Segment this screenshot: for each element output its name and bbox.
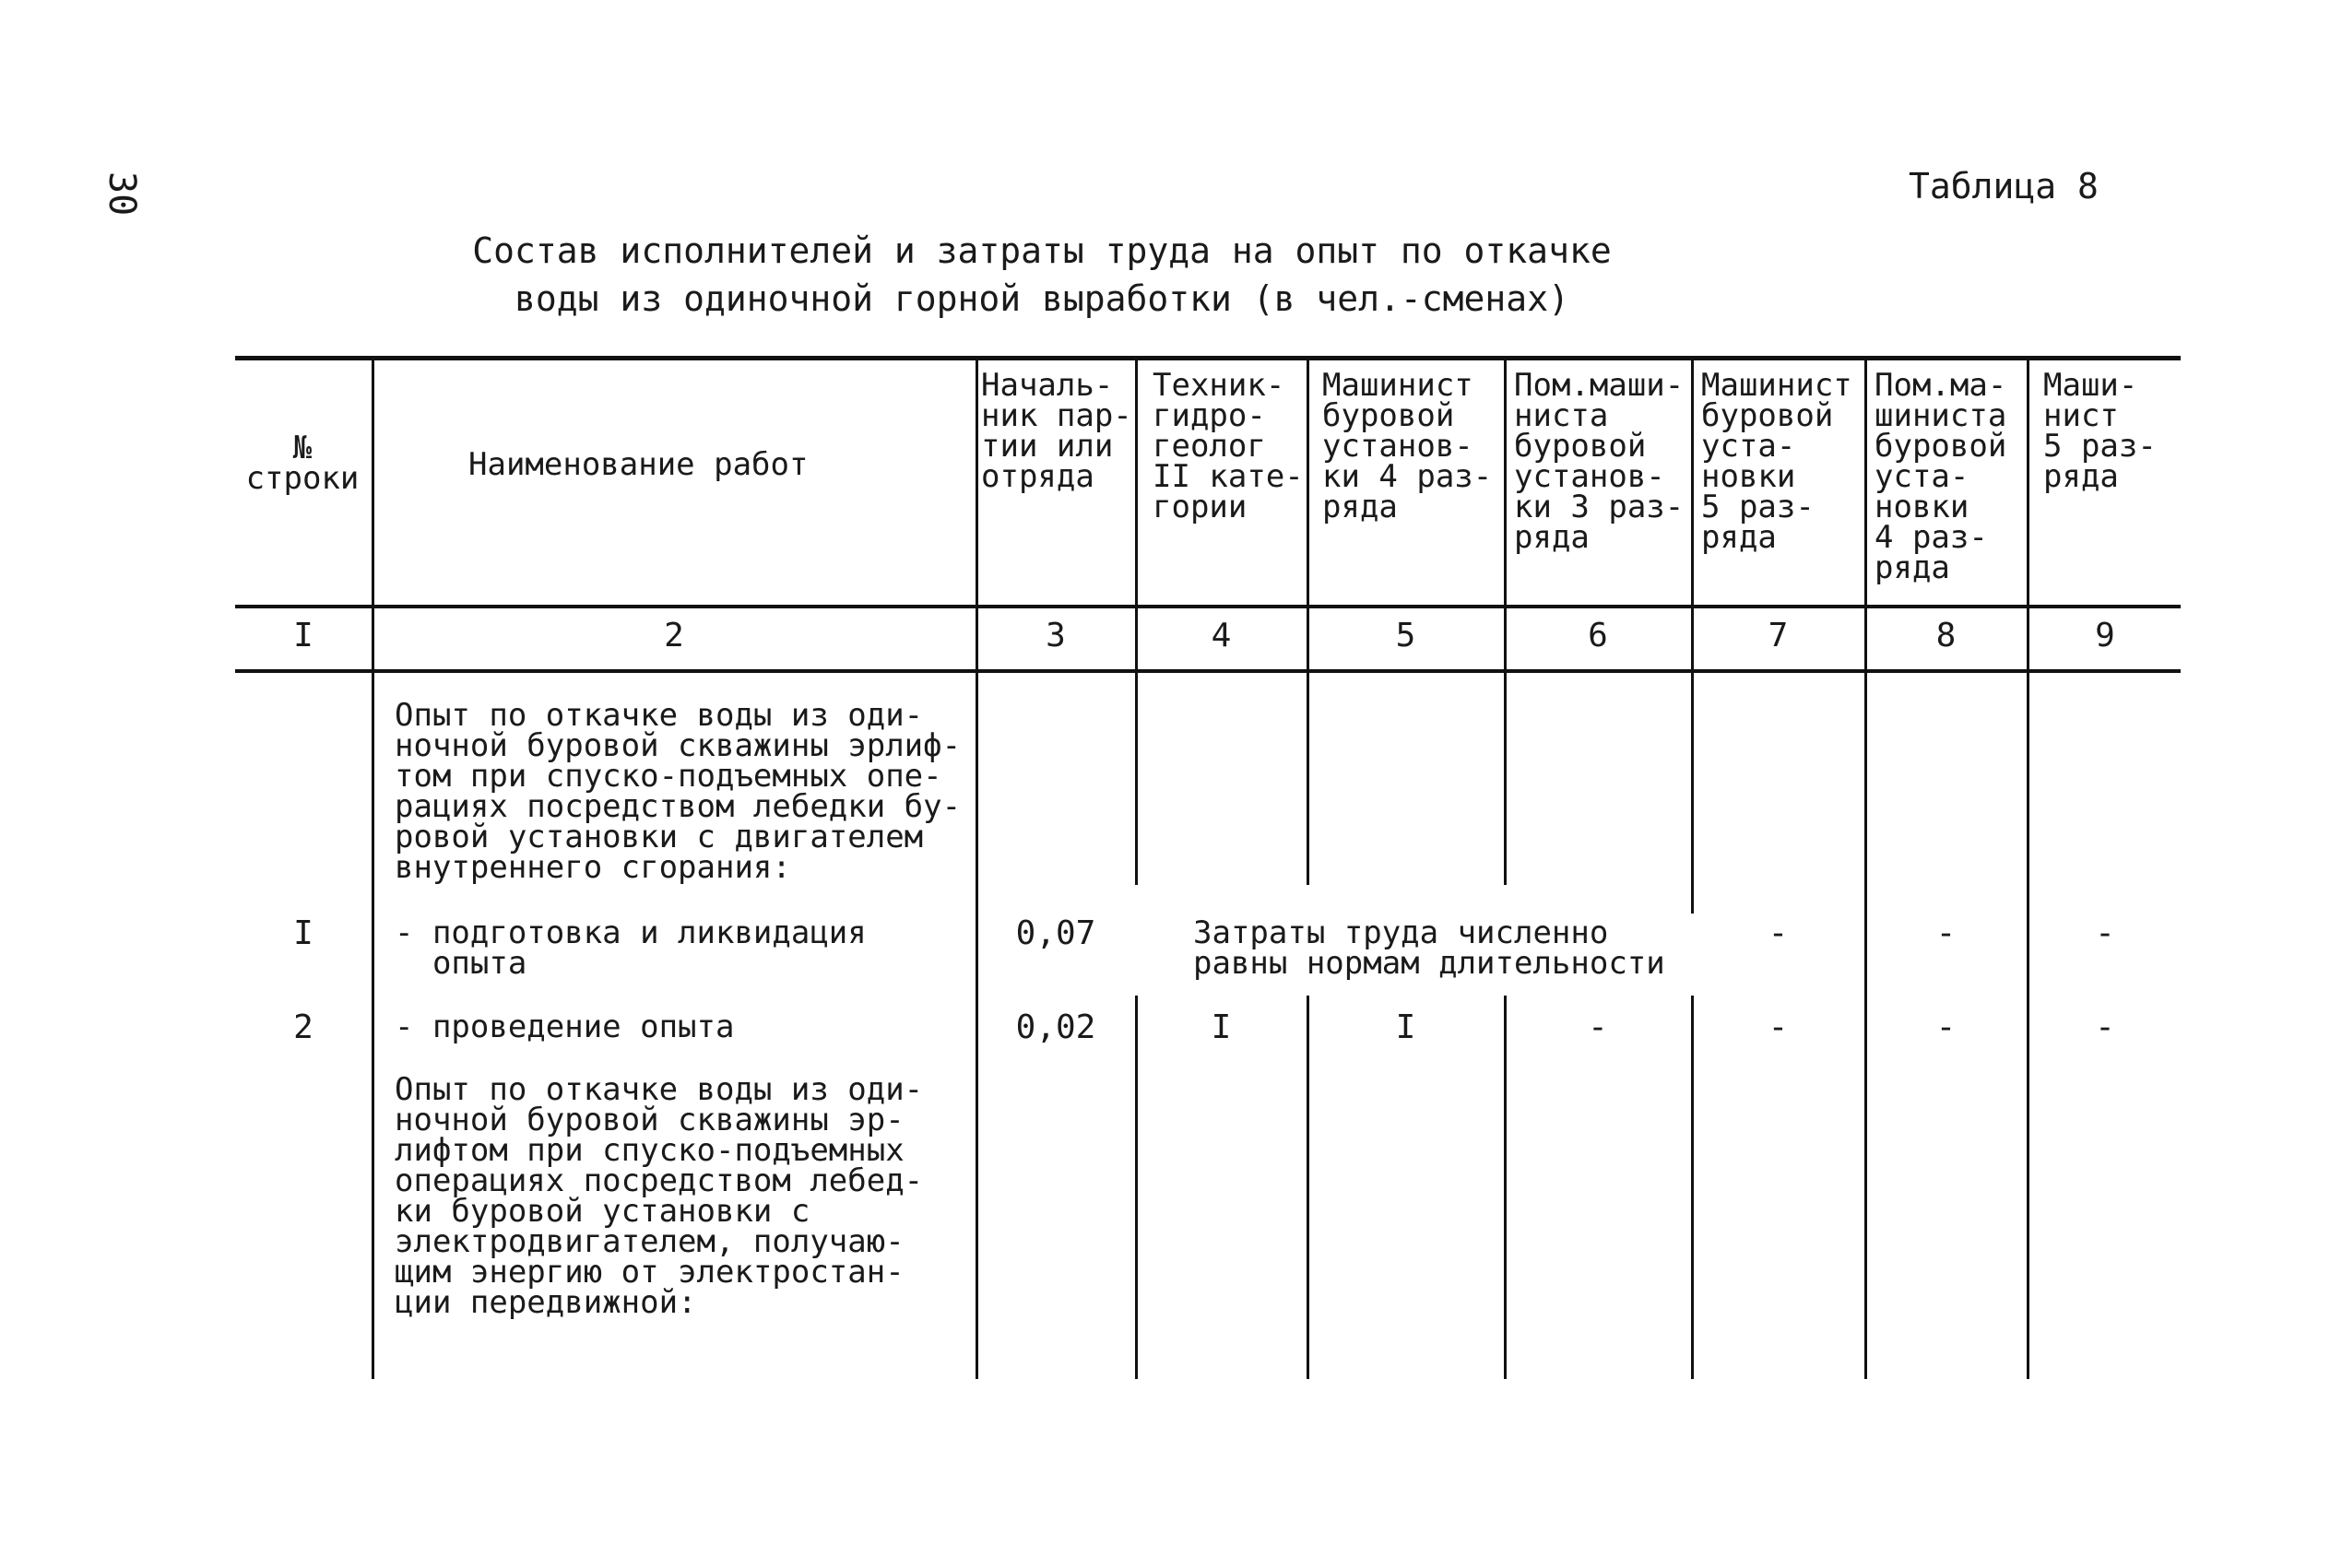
value-operator-5: -	[2095, 914, 2115, 952]
column-divider	[1504, 996, 1507, 1379]
numbers-bottom-rule	[235, 669, 2181, 673]
column-divider	[1307, 673, 1309, 885]
header-row-number: № строки	[245, 430, 360, 497]
header-operator-5: Маши- нист 5 раз- ряда	[2043, 367, 2157, 495]
header-party-chief: Началь- ник пар- тии или отряда	[981, 367, 1132, 495]
page-number: 30	[101, 171, 143, 217]
column-number: 5	[1395, 617, 1416, 654]
column-number: 6	[1588, 617, 1608, 654]
value-party-chief: 0,07	[1015, 914, 1096, 952]
value-drill-operator-5: -	[1768, 914, 1789, 952]
section-heading: Опыт по откачке воды из оди- ночной буровой скважины эрлиф- том при спуско-подъемных опе- рациях посредством лебедки бу- ровой установки с двигателем внутреннего сгорания:	[395, 697, 962, 886]
column-number: I	[293, 617, 313, 654]
header-drill-operator-5: Машинист буровой уста- новки 5 раз- ряда	[1701, 367, 1852, 556]
column-divider	[1691, 996, 1694, 1379]
column-number: 4	[1211, 617, 1232, 654]
work-name: - подготовка и ликвидация опыта	[395, 914, 867, 982]
header-drill-operator-4: Машинист буровой установ- ки 4 раз- ряда	[1322, 367, 1493, 525]
value-hydrogeologist: I	[1211, 1008, 1232, 1046]
table-top-rule	[235, 356, 2181, 360]
column-number: 2	[664, 617, 684, 654]
value-party-chief: 0,02	[1015, 1008, 1096, 1046]
column-divider	[1504, 673, 1507, 885]
header-assistant-operator-3: Пом.маши- ниста буровой установ- ки 3 раз- ряда	[1514, 367, 1685, 556]
table-caption-line-1: Состав исполнителей и затраты труда на опыт по откачке	[472, 230, 1612, 271]
column-number: 9	[2095, 617, 2115, 654]
column-number: 7	[1768, 617, 1789, 654]
row-number: 2	[293, 1008, 313, 1046]
column-divider	[1864, 356, 1867, 1379]
merged-note: Затраты труда численно равны нормам длительности	[1193, 914, 1665, 982]
value-drill-operator-4: I	[1395, 1008, 1416, 1046]
value-assistant-operator-4: -	[1935, 1008, 1957, 1046]
column-divider	[1135, 996, 1138, 1379]
header-work-name: Наименование работ	[468, 446, 809, 483]
column-divider	[976, 356, 978, 1379]
column-divider	[372, 356, 374, 1379]
column-number: 8	[1935, 617, 1957, 654]
value-operator-5: -	[2095, 1008, 2115, 1046]
header-bottom-rule	[235, 605, 2181, 608]
header-hydrogeologist: Техник- гидро- геолог II кате- гории	[1153, 367, 1304, 525]
table-caption-line-2: воды из одиночной горной выработки (в чел.-сменах)	[514, 278, 1569, 319]
row-number: I	[293, 914, 313, 952]
value-assistant-operator-4: -	[1935, 914, 1957, 952]
value-drill-operator-5: -	[1768, 1008, 1789, 1046]
column-number: 3	[1046, 617, 1066, 654]
value-assistant-operator-3: -	[1588, 1008, 1608, 1046]
column-divider	[1307, 996, 1309, 1379]
header-assistant-operator-4: Пом.ма- шиниста буровой уста- новки 4 раз- ряда	[1875, 367, 2007, 586]
column-divider	[1135, 673, 1138, 885]
table-label: Таблица 8	[1909, 166, 2099, 206]
column-divider	[2027, 356, 2029, 1379]
section-heading: Опыт по откачке воды из оди- ночной буровой скважины эр- лифтом при спуско-подъемных операциях посредством лебед- ки буровой установки с электродвигателем, получаю- щим энергию от электростан- ции передвижной:	[395, 1071, 924, 1321]
work-name: - проведение опыта	[395, 1008, 735, 1045]
